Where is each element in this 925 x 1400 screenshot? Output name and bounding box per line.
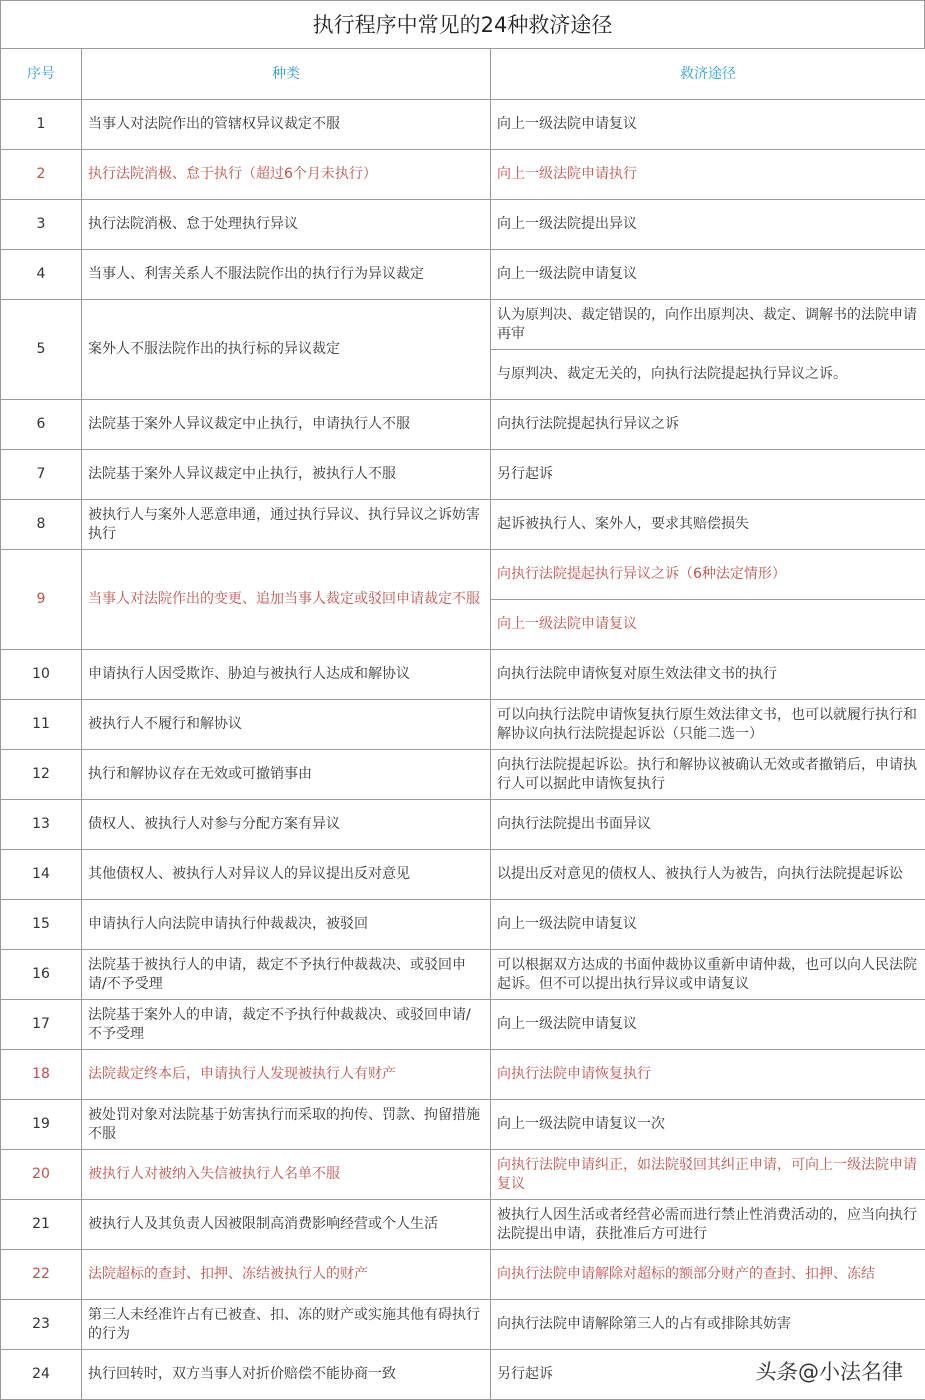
row-type: 法院基于案外人异议裁定中止执行，申请执行人不服 xyxy=(82,400,491,450)
row-type: 执行回转时，双方当事人对折价赔偿不能协商一致 xyxy=(82,1350,491,1400)
row-number: 17 xyxy=(1,1000,82,1050)
table-row xyxy=(1,1000,925,1050)
table-row xyxy=(1,700,925,750)
table-title: 执行程序中常见的24种救济途径 xyxy=(0,0,925,48)
row-type: 被处罚对象对法院基于妨害执行而采取的拘传、罚款、拘留措施不服 xyxy=(82,1100,491,1150)
row-remedy: 向执行法院申请恢复执行 xyxy=(491,1050,925,1100)
row-type: 被执行人与案外人恶意串通，通过执行异议、执行异议之诉妨害执行 xyxy=(82,500,491,550)
table-row xyxy=(1,250,925,300)
row-number: 8 xyxy=(1,500,82,550)
table-row xyxy=(1,450,925,500)
row-number: 22 xyxy=(1,1250,82,1300)
row-number: 7 xyxy=(1,450,82,500)
row-type: 法院基于案外人异议裁定中止执行，被执行人不服 xyxy=(82,450,491,500)
row-remedy: 向上一级法院申请执行 xyxy=(491,150,925,200)
row-number: 21 xyxy=(1,1200,82,1250)
row-remedy: 认为原判决、裁定错误的，向作出原判决、裁定、调解书的法院申请再审 xyxy=(491,300,925,350)
table-row xyxy=(1,100,925,150)
row-number: 5 xyxy=(1,300,82,400)
table-row xyxy=(1,400,925,450)
table-row xyxy=(1,200,925,250)
row-remedy: 向执行法院申请解除对超标的额部分财产的查封、扣押、冻结 xyxy=(491,1250,925,1300)
row-remedy: 向上一级法院申请复议 xyxy=(491,1000,925,1050)
table-row xyxy=(1,750,925,800)
row-type: 执行法院消极、怠于执行（超过6个月未执行） xyxy=(82,150,491,200)
header-remedy: 救济途径 xyxy=(491,49,925,100)
table-row xyxy=(1,1200,925,1250)
row-type: 案外人不服法院作出的执行标的异议裁定 xyxy=(82,300,491,400)
watermark-handle: @小法名律 xyxy=(798,1360,903,1384)
row-type: 法院基于案外人的申请，裁定不予执行仲裁裁决、或驳回申请/不予受理 xyxy=(82,1000,491,1050)
row-remedy: 向执行法院申请恢复对原生效法律文书的执行 xyxy=(491,650,925,700)
row-remedy: 向执行法院申请解除第三人的占有或排除其妨害 xyxy=(491,1300,925,1350)
row-number: 18 xyxy=(1,1050,82,1100)
row-number: 24 xyxy=(1,1350,82,1400)
row-remedy: 被执行人因生活或者经营必需而进行禁止性消费活动的，应当向执行法院提出申请，获批准后方可进行 xyxy=(491,1200,925,1250)
table-row xyxy=(1,900,925,950)
table-row xyxy=(1,150,925,200)
row-type: 当事人、利害关系人不服法院作出的执行行为异议裁定 xyxy=(82,250,491,300)
table-row xyxy=(1,800,925,850)
row-remedy: 向上一级法院申请复议 xyxy=(491,250,925,300)
row-number: 16 xyxy=(1,950,82,1000)
row-remedy: 向执行法院提起诉讼。执行和解协议被确认无效或者撤销后，申请执行人可以据此申请恢复执行 xyxy=(491,750,925,800)
row-number: 20 xyxy=(1,1150,82,1200)
row-remedy: 向上一级法院申请复议 xyxy=(491,600,925,650)
row-type: 当事人对法院作出的管辖权异议裁定不服 xyxy=(82,100,491,150)
row-number: 14 xyxy=(1,850,82,900)
row-number: 19 xyxy=(1,1100,82,1150)
row-number: 4 xyxy=(1,250,82,300)
row-number: 2 xyxy=(1,150,82,200)
row-remedy: 向执行法院提起执行异议之诉（6种法定情形） xyxy=(491,550,925,600)
toutiao-logo: 头条 xyxy=(754,1360,800,1384)
header-type: 种类 xyxy=(82,49,491,100)
row-type: 被执行人不履行和解协议 xyxy=(82,700,491,750)
row-remedy: 向执行法院申请纠正，如法院驳回其纠正申请，可向上一级法院申请复议 xyxy=(491,1150,925,1200)
remedy-table xyxy=(0,48,925,1400)
table-header-row xyxy=(1,49,925,100)
row-type: 申请执行人因受欺诈、胁迫与被执行人达成和解协议 xyxy=(82,650,491,700)
table-row xyxy=(1,650,925,700)
row-remedy: 向执行法院提出书面异议 xyxy=(491,800,925,850)
row-number: 6 xyxy=(1,400,82,450)
row-number: 23 xyxy=(1,1300,82,1350)
row-type: 第三人未经准许占有已被查、扣、冻的财产或实施其他有碍执行的行为 xyxy=(82,1300,491,1350)
table-row xyxy=(1,1050,925,1100)
row-type: 法院裁定终本后，申请执行人发现被执行人有财产 xyxy=(82,1050,491,1100)
row-remedy: 向上一级法院申请复议 xyxy=(491,900,925,950)
row-number: 3 xyxy=(1,200,82,250)
row-type: 申请执行人向法院申请执行仲裁裁决，被驳回 xyxy=(82,900,491,950)
row-remedy: 可以向执行法院申请恢复执行原生效法律文书，也可以就履行执行和解协议向执行法院提起诉讼（只能二选一） xyxy=(491,700,925,750)
row-type: 其他债权人、被执行人对异议人的异议提出反对意见 xyxy=(82,850,491,900)
row-number: 15 xyxy=(1,900,82,950)
row-remedy: 向上一级法院提出异议 xyxy=(491,200,925,250)
row-type: 法院基于被执行人的申请，裁定不予执行仲裁裁决、或驳回申请/不予受理 xyxy=(82,950,491,1000)
table-row xyxy=(1,1300,925,1350)
table-row xyxy=(1,550,925,600)
row-remedy: 向执行法院提起执行异议之诉 xyxy=(491,400,925,450)
row-type: 执行和解协议存在无效或可撤销事由 xyxy=(82,750,491,800)
row-type: 被执行人及其负责人因被限制高消费影响经营或个人生活 xyxy=(82,1200,491,1250)
row-remedy: 起诉被执行人、案外人，要求其赔偿损失 xyxy=(491,500,925,550)
row-remedy: 以提出反对意见的债权人、被执行人为被告，向执行法院提起诉讼 xyxy=(491,850,925,900)
row-type: 执行法院消极、怠于处理执行异议 xyxy=(82,200,491,250)
row-remedy: 另行起诉 xyxy=(491,450,925,500)
table-row xyxy=(1,300,925,350)
row-remedy: 另行起诉 xyxy=(491,1350,925,1400)
row-type: 当事人对法院作出的变更、追加当事人裁定或驳回申请裁定不服 xyxy=(82,550,491,650)
row-number: 10 xyxy=(1,650,82,700)
row-number: 11 xyxy=(1,700,82,750)
row-remedy: 向上一级法院申请复议 xyxy=(491,100,925,150)
table-row xyxy=(1,1150,925,1200)
table-row xyxy=(1,850,925,900)
row-remedy: 向上一级法院申请复议一次 xyxy=(491,1100,925,1150)
row-remedy: 可以根据双方达成的书面仲裁协议重新申请仲裁，也可以向人民法院起诉。但不可以提出执行异议或申请复议 xyxy=(491,950,925,1000)
row-type: 债权人、被执行人对参与分配方案有异议 xyxy=(82,800,491,850)
row-number: 13 xyxy=(1,800,82,850)
table-row xyxy=(1,1250,925,1300)
row-type: 法院超标的查封、扣押、冻结被执行人的财产 xyxy=(82,1250,491,1300)
header-num: 序号 xyxy=(1,49,82,100)
row-remedy: 与原判决、裁定无关的，向执行法院提起执行异议之诉。 xyxy=(491,350,925,400)
table-row xyxy=(1,500,925,550)
row-number: 1 xyxy=(1,100,82,150)
row-number: 9 xyxy=(1,550,82,650)
row-number: 12 xyxy=(1,750,82,800)
watermark xyxy=(756,1356,903,1386)
table-row xyxy=(1,1100,925,1150)
table-row xyxy=(1,950,925,1000)
row-type: 被执行人对被纳入失信被执行人名单不服 xyxy=(82,1150,491,1200)
